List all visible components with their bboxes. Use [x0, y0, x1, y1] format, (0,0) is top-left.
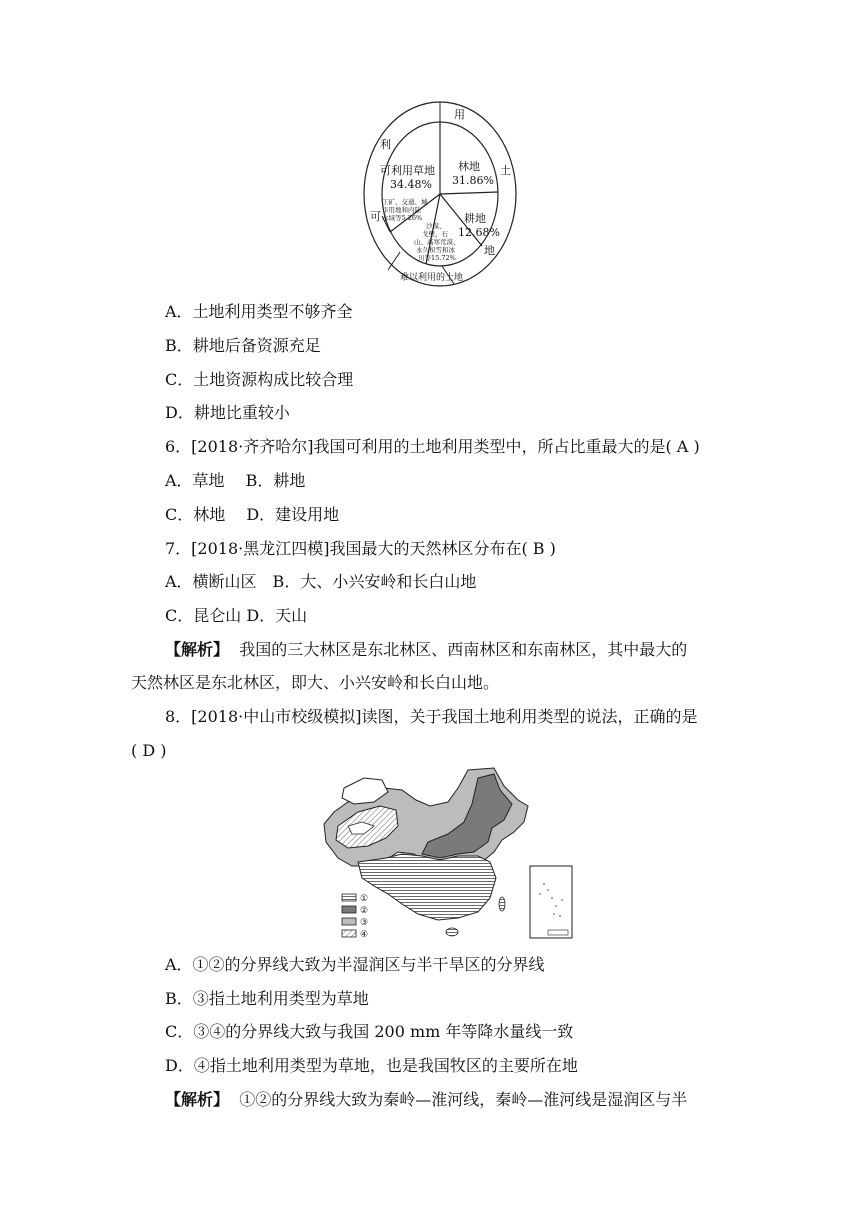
bottom-ring-label: 难以利用的土地 — [400, 273, 464, 283]
q6-stem: 6．[2018·齐齐哈尔]我国可利用的土地利用类型中，所占比重最大的是( A ) — [165, 437, 700, 456]
q8-stem-2: ( D ) — [131, 741, 167, 760]
q5-option-d: D．耕地比重较小 — [165, 403, 290, 422]
q6-options-2: C．林地 D．建设用地 — [165, 505, 340, 524]
map-taiwan — [499, 897, 505, 911]
slice-desert-line2: 戈壁、石 — [422, 230, 448, 238]
ring-label-ke: 可 — [370, 210, 381, 223]
map-legend — [342, 894, 368, 940]
slice-desert-line4: 永久积雪和冰 — [416, 246, 455, 254]
legend-label-4: ④ — [360, 930, 369, 940]
slice-grass-label: 可利用草地 — [380, 164, 435, 177]
map-hainan — [446, 928, 458, 936]
q7-analysis-2: 天然林区是东北林区，即大、小兴安岭和长白山地。 — [131, 673, 500, 692]
q5-option-c: C．土地资源构成比较合理 — [165, 370, 354, 389]
q7-analysis-text-1: 我国的三大林区是东北林区、西南林区和东南林区，其中最大的 — [239, 640, 688, 659]
q8-option-c: C．③④的分界线大致与我国 200 mm 年等降水量线一致 — [165, 1022, 574, 1041]
legend-label-1: ① — [360, 894, 369, 904]
q8-stem-1: 8．[2018·中山市校级模拟]读图，关于我国土地利用类型的说法，正确的是 — [165, 707, 698, 726]
slice-farm-value: 12.68% — [458, 226, 500, 239]
q8-option-a: A．①②的分界线大致为半湿润区与半干旱区的分界线 — [165, 955, 545, 974]
q5-option-a: A．土地利用类型不够齐全 — [165, 302, 353, 321]
q7-stem: 7．[2018·黑龙江四模]我国最大的天然林区分布在( B ) — [165, 539, 556, 558]
map-region-1 — [358, 854, 496, 920]
ring-label-di: 地 — [484, 244, 495, 257]
q8-option-b: B．③指土地利用类型为草地 — [165, 989, 369, 1008]
ring-label-use: 用 — [454, 108, 465, 121]
q8-analysis-text-1: ①②的分界线大致为秦岭—淮河线，秦岭—淮河线是湿润区与半 — [239, 1090, 688, 1109]
slice-desert-line1: 沙漠、 — [426, 222, 446, 230]
q7-options-1: A．横断山区 B．大、小兴安岭和长白山地 — [165, 572, 477, 591]
q7-analysis-tag: 【解析】 — [165, 640, 230, 659]
q5-option-b: B．耕地后备资源充足 — [165, 336, 321, 355]
legend-label-2: ② — [360, 906, 369, 916]
slice-desert-line3: 山、高寒荒漠、 — [414, 238, 460, 246]
legend-label-3: ③ — [360, 918, 369, 928]
slice-desert-line5: 川等15.72% — [418, 254, 456, 262]
land-use-pie-chart — [360, 96, 520, 292]
ring-label-land: 土 — [500, 164, 511, 177]
q6-options-1: A．草地 B．耕地 — [165, 471, 306, 490]
slice-built-line2: 市用地和内陆 — [382, 206, 421, 214]
q8-analysis-1 — [165, 1090, 687, 1110]
q7-options-2: C．昆仑山 D．天山 — [165, 606, 308, 625]
map-south-sea-inset — [530, 866, 572, 938]
q8-option-d: D．④指土地利用类型为草地，也是我国牧区的主要所在地 — [165, 1056, 578, 1075]
slice-forest-label: 林地 — [458, 160, 480, 173]
ring-label-li: 利 — [380, 138, 391, 151]
slice-forest-value: 31.86% — [452, 174, 494, 187]
china-land-use-map — [318, 766, 576, 944]
slice-farm-label: 耕地 — [464, 212, 486, 225]
q7-analysis-1 — [165, 640, 687, 660]
slice-built-line3: 水域等5.26% — [382, 214, 423, 222]
slice-built-line1: 工矿、交通、城 — [382, 198, 428, 206]
q8-analysis-tag: 【解析】 — [165, 1090, 230, 1109]
slice-grass-value: 34.48% — [390, 178, 432, 191]
